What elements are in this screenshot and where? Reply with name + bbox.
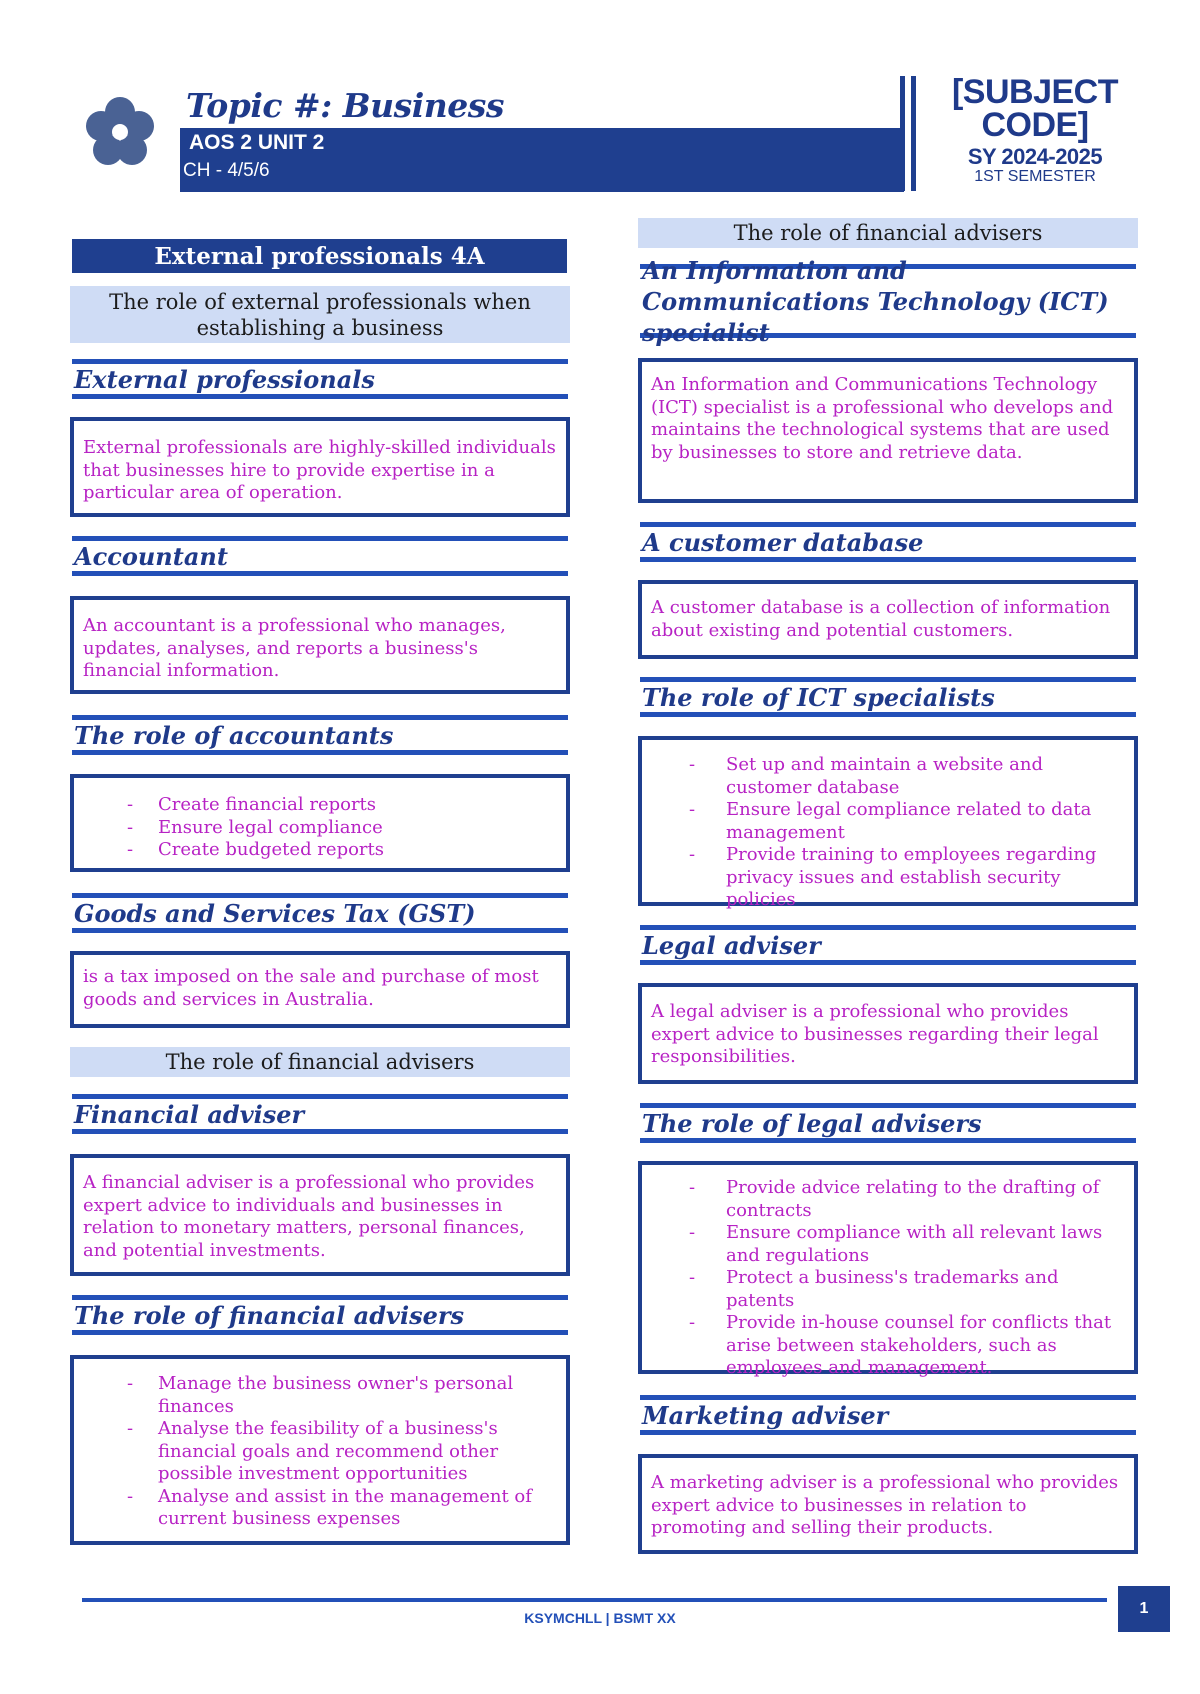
definition-box xyxy=(70,951,570,1028)
definition-box xyxy=(638,358,1138,503)
heading-gst: Goods and Services Tax (GST) xyxy=(72,893,568,933)
list-item: - Provide advice relating to the drafting of contracts xyxy=(651,1177,1125,1222)
definition-text: A customer database is a collection of information about existing and potential customers. xyxy=(651,597,1111,641)
definition-box xyxy=(70,417,570,517)
section-band: The role of financial advisers xyxy=(70,1047,570,1077)
definition-text: A marketing adviser is a professional who provides expert advice to businesses in relation to promoting and selling their products. xyxy=(651,1472,1119,1538)
heading-marketing-adviser: Marketing adviser xyxy=(640,1395,1136,1435)
list-box xyxy=(638,1161,1138,1378)
heading-role-ict: The role of ICT specialists xyxy=(640,677,1136,717)
section-title: External professionals 4A xyxy=(72,239,567,273)
definition-box xyxy=(70,1154,570,1276)
list-item: - Provide training to employees regarding privacy issues and establish security policies xyxy=(651,844,1125,912)
list-item: - Manage the business owner's personal finances xyxy=(83,1373,557,1418)
definition-text: External professionals are highly-skilled individuals that businesses hire to provide expertise in a particular area of operation. xyxy=(83,437,556,503)
heading-financial-adviser: Financial adviser xyxy=(72,1094,568,1134)
list-item: - Ensure compliance with all relevant laws and regulations xyxy=(651,1222,1125,1267)
list-item: - Create budgeted reports xyxy=(83,839,557,862)
topic-title: Topic #: Business xyxy=(186,86,504,125)
footer-text: KSYMCHLL | BSMT XX xyxy=(524,1610,676,1626)
definition-text: An accountant is a professional who manages, updates, analyses, and reports a business's financial information. xyxy=(83,615,506,681)
section-band: The role of financial advisers xyxy=(638,218,1138,248)
definition-box xyxy=(70,596,570,694)
definition-text: A legal adviser is a professional who provides expert advice to businesses regarding their legal responsibilities. xyxy=(651,1001,1099,1067)
definition-box xyxy=(638,1454,1138,1554)
footer-line xyxy=(82,1598,1107,1602)
list-item: - Analyse the feasibility of a business's financial goals and recommend other possible investment opportunities xyxy=(83,1418,557,1486)
list-box xyxy=(70,1355,570,1545)
heading-external-professionals: External professionals xyxy=(72,359,568,399)
heading-accountant: Accountant xyxy=(72,536,568,576)
definition-text: A financial adviser is a professional who provides expert advice to individuals and businesses in relation to monetary matters, personal finances, and potential investments. xyxy=(83,1172,535,1261)
unit-label: AOS 2 UNIT 2 xyxy=(189,131,325,154)
definition-box xyxy=(638,580,1138,659)
heading-ict-specialist: An Information and Communications Technology (ICT) specialist xyxy=(640,264,1136,338)
definition-box xyxy=(638,983,1138,1084)
heading-legal-adviser: Legal adviser xyxy=(640,925,1136,965)
heading-role-legal-advisers: The role of legal advisers xyxy=(640,1103,1136,1143)
list-item: - Ensure legal compliance xyxy=(83,817,557,840)
list-item: - Provide in-house counsel for conflicts that arise between stakeholders, such as employees and management. xyxy=(651,1312,1125,1380)
list-item: - Create financial reports xyxy=(83,794,557,817)
list-item: - Analyse and assist in the management of current business expenses xyxy=(83,1486,557,1531)
heading-customer-database: A customer database xyxy=(640,522,1136,562)
list-box xyxy=(70,774,570,872)
subject-code: [SUBJECT CODE] xyxy=(951,73,1119,144)
section-subtitle: The role of external professionals when establishing a business xyxy=(70,286,570,343)
divider xyxy=(900,76,905,191)
list-item: - Ensure legal compliance related to data management xyxy=(651,799,1125,844)
chapter-label: CH - 4/5/6 xyxy=(183,160,270,181)
definition-text: An Information and Communications Technology (ICT) specialist is a professional who develops and maintains the technological systems that are used by businesses to store and retrieve data. xyxy=(651,374,1114,463)
list-item: - Protect a business's trademarks and patents xyxy=(651,1267,1125,1312)
definition-text: is a tax imposed on the sale and purchase of most goods and services in Australia. xyxy=(83,966,539,1010)
flower-icon xyxy=(82,94,158,170)
heading-role-financial-advisers: The role of financial advisers xyxy=(72,1295,568,1335)
heading-role-accountants: The role of accountants xyxy=(72,715,568,755)
school-year: SY 2024-2025 xyxy=(967,144,1103,169)
list-item: - Set up and maintain a website and customer database xyxy=(651,754,1125,799)
page-number: 1 xyxy=(1118,1586,1170,1632)
divider xyxy=(911,76,916,191)
list-box xyxy=(638,736,1138,910)
semester: 1ST SEMESTER xyxy=(974,168,1096,185)
